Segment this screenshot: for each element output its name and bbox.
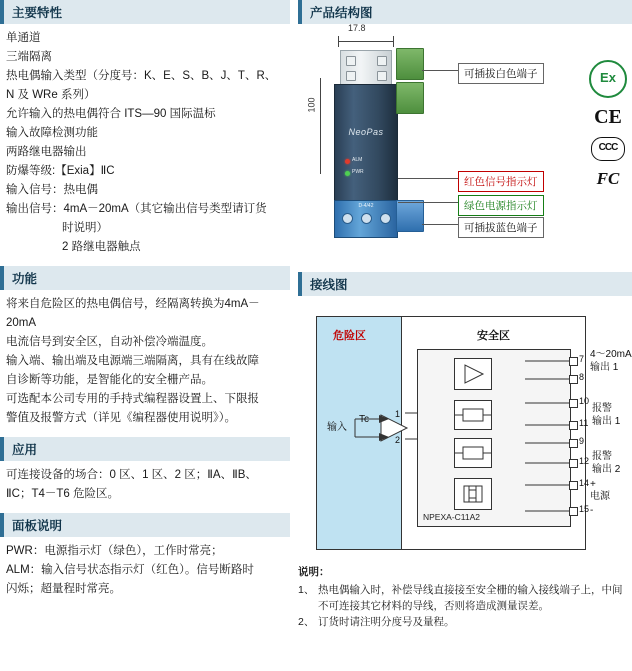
feature-line: 输入信号：热电偶 (6, 184, 98, 196)
alarm2-text: 报警 (592, 451, 612, 462)
feature-line: 输出信号：4mA－20mA（其它输出信号类型请订货 (6, 203, 267, 215)
dimension-top-label: 17.8 (348, 23, 366, 33)
device-bottom-shell (334, 200, 398, 238)
input-label: 输入 (327, 422, 347, 433)
note-text: 热电偶输入时，补偿导线直接接至安全栅的输入接线端子上，中间不可连接其它材料的导线，否则将造成测量误差。 (318, 584, 623, 612)
alarm1-text: 报警 (592, 403, 612, 414)
terminal-number-15: 15 (579, 504, 590, 514)
ce-certification-icon: CE (594, 106, 622, 128)
terminal-number-9: 9 (579, 436, 585, 446)
section-title-wiring: 接线图 (298, 272, 632, 296)
power-led-label: PWR (352, 169, 364, 175)
relay-block-1 (454, 400, 492, 430)
terminal-number-10: 10 (579, 396, 590, 406)
feature-line: N 及 WRe 系列） (6, 89, 96, 101)
white-terminal-block-top (396, 48, 424, 80)
section-title-panel: 面板说明 (0, 513, 290, 537)
left-column (0, 0, 290, 599)
leader-line (422, 224, 460, 225)
callout-blue-terminal (458, 217, 544, 238)
wiring-outer-box (316, 316, 590, 550)
terminal-square (569, 439, 578, 448)
wiring-model-label: NPEXA-C11A2 (423, 512, 481, 522)
fcc-certification-icon: FC (596, 169, 620, 188)
note-text: 订货时请注明分度号及量程。 (318, 616, 455, 628)
feature-line: 单通道 (6, 32, 41, 44)
section-title-structure: 产品结构图 (298, 0, 632, 24)
alarm-output-2-label (592, 450, 620, 476)
panel-line: ALM：输入信号状态指示灯（红色）。信号断路时 (6, 564, 254, 576)
alarm-led-icon (345, 159, 350, 164)
terminal-number-2: 2 (395, 435, 401, 445)
application-line: 可连接设备的场合：0 区、1 区、2 区；ⅡA、ⅡB、 (6, 469, 257, 481)
application-body (0, 466, 290, 504)
feature-line: 热电偶输入类型（分度号：K、E、S、B、J、T、R、 (6, 70, 277, 82)
terminal-square (569, 399, 578, 408)
callout-red-led-label: 红色信号指示灯 (458, 171, 544, 192)
device-front-panel (334, 84, 398, 202)
right-column (298, 0, 632, 630)
leader-line (422, 70, 460, 71)
alarm-output-1-label (592, 402, 620, 428)
callout-green-led-label: 绿色电源指示灯 (458, 195, 544, 216)
ccc-certification-icon: CCC (591, 137, 625, 161)
dimension-top-line (338, 36, 394, 46)
alarm-led-label: ALM (352, 157, 363, 163)
hazardous-area-label: 危险区 (333, 330, 366, 342)
callout-white-terminal (458, 63, 544, 84)
terminal-square (569, 459, 578, 468)
note-item (298, 614, 632, 630)
function-line: 警值及报警方式（详见《编程器使用说明》）。 (6, 412, 236, 424)
terminal-number-7: 7 (579, 354, 585, 364)
alarm1-sub: 输出 1 (592, 416, 621, 427)
note-item (298, 582, 632, 614)
alarm2-sub: 输出 2 (592, 464, 621, 475)
device-model-label: D-4/42 (358, 203, 374, 209)
dimension-side-label: 100 (306, 97, 317, 113)
terminal-square (569, 357, 578, 366)
terminal-number-14: 14 (579, 478, 590, 488)
feature-line: 三端隔离 (6, 51, 52, 63)
output-signal-name: 输出 1 (590, 362, 619, 373)
panel-line: 闪烁；超量程时常亮。 (6, 583, 121, 595)
function-line: 自诊断等功能，是智能化的安全栅产品。 (6, 374, 213, 386)
feature-line: 输入故障检测功能 (6, 127, 98, 139)
output-signal-range: 4～20mA (590, 349, 632, 360)
wiring-diagram (298, 302, 632, 562)
feature-line: 时说明） (62, 222, 108, 234)
notes-title: 说明： (298, 566, 330, 578)
section-title-features: 主要特性 (0, 0, 290, 24)
output-signal-label (590, 348, 632, 374)
section-title-application: 应用 (0, 437, 290, 461)
function-line: 将来自危险区的热电偶信号，经隔离转换为4mA－20mA (6, 298, 260, 329)
callout-red-led (458, 171, 544, 192)
dimension-side-line (320, 78, 321, 174)
device-body-graphic (334, 50, 396, 236)
panel-body (0, 542, 290, 599)
white-terminal-block-bottom (396, 82, 424, 114)
terminal-square (569, 481, 578, 490)
ex-certification-icon: Ex (589, 60, 627, 98)
section-title-function: 功能 (0, 266, 290, 290)
power-led-icon (345, 171, 350, 176)
terminal-number-11: 11 (579, 418, 589, 428)
terminal-square (569, 375, 578, 384)
function-line: 电流信号到安全区，自动补偿冷端温度。 (6, 336, 213, 348)
function-line: 可选配本公司专用的手持式编程器设置上、下限报 (6, 393, 259, 405)
application-line: ⅡC；T4－T6 危险区。 (6, 488, 120, 500)
terminal-square (569, 507, 578, 516)
panel-line: PWR：电源指示灯（绿色），工作时常亮； (6, 545, 223, 557)
power-plus-label: + (590, 479, 596, 490)
power-minus-label: - (590, 505, 594, 516)
terminal-number-1: 1 (395, 409, 401, 419)
leader-line (398, 178, 460, 179)
feature-line: 防爆等级:【Exia】ⅡC (6, 165, 115, 177)
product-structure-diagram (298, 23, 632, 266)
device-top-shell (340, 50, 392, 86)
callout-white-terminal-label: 可插拔白色端子 (458, 63, 544, 84)
blue-terminal-block (396, 200, 424, 232)
tc-label: Tc (359, 414, 369, 425)
feature-line: 允许输入的热电偶符合 ITS—90 国际温标 (6, 108, 216, 120)
function-line: 输入端、输出端及电源端三端隔离，具有在线故障 (6, 355, 259, 367)
certification-marks (586, 60, 630, 197)
relay-block-2 (454, 438, 492, 468)
note-number: 1、 (298, 584, 315, 596)
terminal-number-12: 12 (579, 456, 590, 466)
output-block-1 (454, 358, 492, 390)
notes-block (298, 564, 632, 630)
function-body (0, 295, 290, 428)
power-supply-block (454, 478, 492, 510)
notes-list (298, 582, 632, 630)
feature-line: 两路继电器输出 (6, 146, 87, 158)
barrier-module-box (417, 349, 571, 527)
leader-line (398, 202, 460, 203)
callout-green-led (458, 195, 544, 216)
note-number: 2、 (298, 616, 315, 628)
terminal-square (569, 421, 578, 430)
features-body (0, 29, 290, 257)
feature-line: 2 路继电器触点 (62, 241, 141, 253)
callout-blue-terminal-label: 可插拔蓝色端子 (458, 217, 544, 238)
terminal-number-8: 8 (579, 372, 585, 382)
device-brand-label: NeoPas (348, 127, 384, 137)
safe-area-label: 安全区 (477, 330, 510, 342)
power-label: 电源 (590, 491, 610, 502)
